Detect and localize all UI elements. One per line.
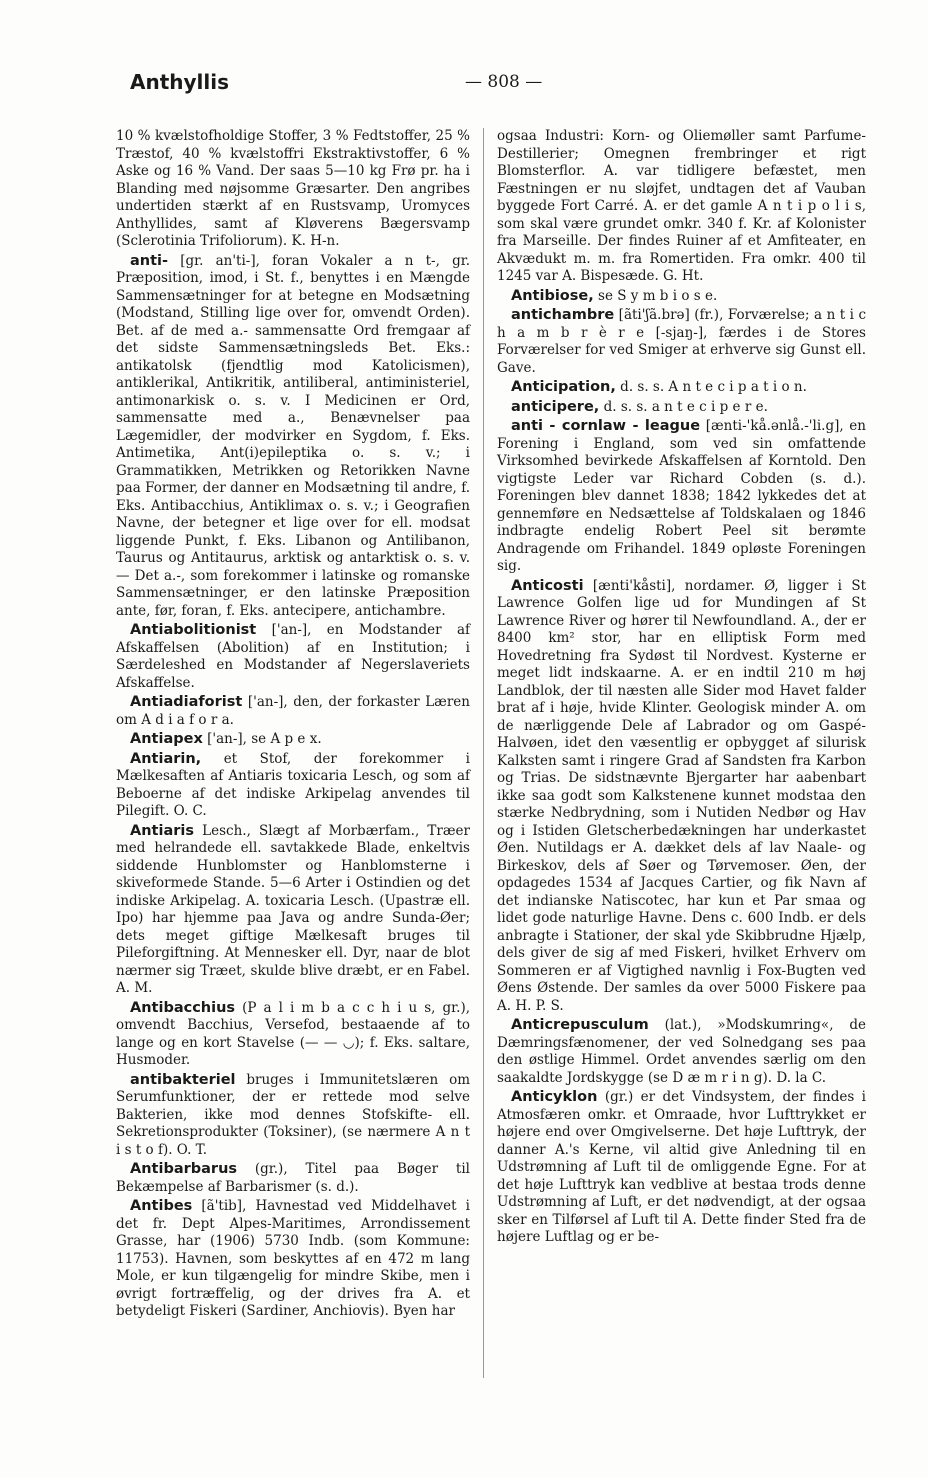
entry-text: (lat.), »Modskumring«, de Dæmringsfænomener, der ved Solnedgang ses paa den østlige Himmel. Ordet anvendes særlig om den saakaldte Jordskygge (se D æ m r i n g). D. la C. — [497, 1017, 866, 1086]
entry-headword: Antibarbarus — [130, 1161, 238, 1177]
entry-text: [ænti'kåsti], nordamer. Ø, ligger i St Lawrence Golfen lige ud for Mundingen af St Lawrence River og hører til Newfoundland. A., der er 8400 km² stor, har en elliptisk Form med Hovedretning fra Sydøst til Nordvest. Kysterne er meget lidt indskaarne. A. er en indtil 210 m høj Landblok, der til næsten alle Sider mod Havet falder brat af i høje, hvide Klinter. Geologisk minder A. om de nærliggende Dele af Labrador og om Gaspé-Halvøen, idet den væsentlig er opbygget af silurisk Kalksten samt i ringere Grad af Sandsten fra Karbon og Trias. De sidstnævnte Bjergarter har aabenbart ikke saa godt som Kalkstenene kunnet modstaa den stærke Nedbrydning, som i Nutiden Nedbør og Hav og i Istiden Gletscherbedækningen har underkastet Øen. Nutildags er A. dækket dels af lav Naale- og Birkeskov, dels af Søer og Tørvemoser. Øen, der opdagedes 1534 af Jacques Cartier, og fik Navn af det indianske Natiscotec, har kun et Par smaa og lidet gode naturlige Havne. Dens c. 600 Indb. er dels anbragte i Stationer, der skal yde Skibbrudne Hjælp, dels giver de sig af med Fiskeri, hvilket Erhverv om Sommeren er af Vigtighed navnlig i Fox-Bugten ved Øens Østende. Der samles da over 5000 Fiskere paa A. H. P. S. — [497, 577, 866, 1014]
entry-text: bruges i Immunitetslæren om Serumfunktioner, der er rettede mod selve Bakterien, ikke mod dennes Stofskifte- ell. Sekretionsprodukter (Toksiner), (se nærmere A n t i s t o f). O. T. — [116, 1071, 470, 1158]
dictionary-entry — [116, 1198, 470, 1321]
entry-text: 10 % kvælstofholdige Stoffer, 3 % Fedtstoffer, 25 % Træstof, 40 % kvælstoffri Ekstraktivstoffer, 6 % Aske og 16 % Vand. Der saas 5—10 kg Frø pr. ha i Blanding med nøjsomme Græsarter. Den angribes undertiden stærkt af en Rustsvamp, Uromyces Anthyllides, samt af Kløverens Bægersvamp (Sclerotinia Trifoliorum). K. H-n. — [116, 128, 470, 249]
dictionary-entry — [116, 128, 470, 251]
left-column — [116, 128, 470, 1323]
dictionary-entry — [116, 1072, 470, 1160]
entry-text: [ã'tib], Havnestad ved Middelhavet i det fr. Dept Alpes-Maritimes, Arrondissement Grasse, har (1906) 5730 Indb. (som Kommune: 11753). Havnen, som beskyttes af en 472 m lang Mole, er kun tilgængelig for mindre Skibe, men i øvrigt fortræffelig, og der drives fra A. et betydeligt Fiskeri (Sardiner, Anchiovis). Byen har — [116, 1198, 470, 1319]
dictionary-entry — [116, 253, 470, 621]
entry-text: Lesch., Slægt af Morbærfam., Træer med helrandede ell. savtakkede Blade, enkeltvis siddende Hunblomster og Hanblomsterne i skiveformede Stande. 5—6 Arter i Ostindien og det indiske Arkipelag. A. toxicaria Lesch. (Upastræ ell. Ipo) har hjemme paa Java og andre Sunda-Øer; dets meget giftige Mælkesaft bruges til Pileforgiftning. At Mennesker ell. Dyr, naar de blot nærmer sig Træet, skulde blive dræbt, er en Fabel. A. M. — [116, 822, 470, 996]
entry-headword: Antibiose, — [511, 287, 594, 304]
dictionary-entry — [497, 288, 866, 306]
dictionary-entry — [497, 1017, 866, 1087]
entry-text: (gr.) er det Vindsystem, der findes i Atmosfæren omkr. et Omraade, hvor Lufttrykket er højere end over Omgivelserne. Det høje Lufttryk, der danner A.'s Kerne, vil altid give Anledning til en Udstrømning af Luft til de omliggende Egne. For at det høje Lufttryk kan vedblive at bestaa trods denne Udstrømning af Luft, er det nødvendigt, at der ogsaa sker en Tilførsel af Luft til A. Dette finder Sted fra de højere Luftlag og er be- — [497, 1089, 866, 1245]
entry-text: (P a l i m b a c c h i u s, gr.), omvendt Bacchius, Versefod, bestaaende af to lange og en kort Stavelse (— — ◡); f. Eks. saltare, Husmoder. — [116, 999, 471, 1068]
dictionary-entry — [497, 418, 866, 576]
entry-headword: Antiabolitionist — [130, 622, 257, 638]
entry-headword: anticipere, — [511, 398, 600, 415]
entry-text: ['an-], den, der forkaster Læren om A d i a f o r a. — [116, 694, 470, 728]
dictionary-entry — [116, 1161, 470, 1196]
entry-headword: anti- — [130, 252, 169, 269]
dictionary-entry — [116, 694, 470, 729]
dictionary-entry — [116, 622, 470, 692]
right-column — [497, 128, 866, 1249]
dictionary-entry — [116, 823, 470, 998]
dictionary-entry — [497, 379, 866, 397]
running-head-title: Anthyllis — [130, 70, 230, 94]
dictionary-entry — [116, 731, 470, 749]
entry-headword: antichambre — [511, 307, 615, 323]
dictionary-entry — [116, 751, 470, 821]
entry-headword: Antibes — [130, 1198, 193, 1214]
entry-headword: antibakteriel — [130, 1071, 236, 1088]
dictionary-entry — [497, 1089, 866, 1247]
entry-text: ogsaa Industri: Korn- og Oliemøller samt Parfume-Destillerier; Omegnen frembringer et rigt Blomsterflor. A. var tidligere befæstet, men Fæstningen er nu sløjfet, undtagen det af Vauban byggede Fort Carré. A. er det gamle A n t i p o l i s, som skal være grundet omkr. 340 f. Kr. af Kolonister fra Marseille. Der findes Ruiner af et Amfiteater, en Akvædukt m. m. fra Romertiden. Fra omkr. 400 til 1245 var A. Bispesæde. G. Ht. — [497, 128, 866, 284]
entry-text: [gr. an'ti-], foran Vokaler a n t-, gr. Præposition, imod, i St. f., benyttes i en Mængde Sammensætninger for at betegne en Modsætning (Modstand, Stilling lige over for, omvendt Orden). Bet. af de med a.- sammensatte Ord fremgaar af det sidste Sammensætningsleds Bet. Eks.: antikatolsk (fjendtlig mod Katolicismen), antiklerikal, Antikritik, antiliberal, antiministeriel, antimonarkisk o. s. v. I Medicinen er Ord, sammensatte med a., Benævnelser paa Lægemidler, der modvirker en Sygdom, f. Eks. Antimetika, Ant(i)epileptika o. s. v.; i Grammatikken, Metrikken og Retorikken Navne paa Former, der danner en Modsætning til andre, f. Eks. Antibacchius, Antiklimax o. s. v.; i Geografien Navne, der betegner et lige over for ell. modsat liggende Punkt, f. Eks. Libanon og Antilibanon, Taurus og Antitaurus, arktisk og antarktisk o. s. v. — Det a.-, som forekommer i latinske og romanske Sammensætninger, er den latinske Præposition ante, før, foran, f. Eks. antecipere, antichambre. — [116, 252, 470, 619]
page-number: — 808 — — [465, 72, 543, 92]
entry-headword: anti - cornlaw - league — [511, 418, 701, 434]
dictionary-entry — [116, 1000, 470, 1070]
entry-text: et Stof, der forekommer i Mælkesaften af Antiaris toxicaria Lesch, og som af Beboerne af det indiske Arkipelag anvendes til Pilegift. O. C. — [116, 750, 470, 819]
entry-headword: Antiarin, — [130, 750, 202, 767]
entry-text: d. s. s. a n t e c i p e r e. — [603, 398, 768, 415]
dictionary-entry — [497, 399, 866, 417]
entry-text: se S y m b i o s e. — [598, 287, 718, 304]
entry-text: [ænti-'kå.ənlå.-'li.g], en Forening i England, som ved sin omfattende Virksomhed bevirkede Afskaffelsen af Korntold. Den vigtigste Leder var Richard Cobden (s. d.). Foreningen blev dannet 1838; 1842 lykkedes det at gennemføre en Nedsættelse af Toldskalaen og 1846 indbragte endelig Robert Peel sit berømte Andragende om Frihandel. 1849 opløste Foreningen sig. — [497, 418, 866, 574]
entry-headword: Antiadiaforist — [130, 694, 243, 710]
page-header — [130, 70, 866, 102]
dictionary-entry — [497, 578, 866, 1016]
dictionary-entry — [497, 128, 866, 286]
entry-headword: Anticyklon — [511, 1089, 598, 1105]
entry-headword: Antibacchius — [130, 999, 236, 1016]
entry-text: (gr.), Titel paa Bøger til Bekæmpelse af Barbarismer (s. d.). — [116, 1161, 470, 1195]
entry-headword: Anticosti — [511, 577, 584, 594]
entry-headword: Anticrepusculum — [511, 1017, 649, 1033]
entry-text: ['an-], en Modstander af Afskaffelsen (Abolition) af en Institution; i Særdeleshed en Modstander af Negerslaveriets Afskaffelse. — [116, 622, 470, 691]
dictionary-entry — [497, 307, 866, 377]
entry-text: [ãti'ʃã.brə] (fr.), Forværelse; a n t i c h a m b r è r e [-sjaŋ-], færdes i de Stores Forværelser for ved Smiger at erhverve sig Gunst ell. Gave. — [497, 307, 867, 376]
entry-headword: Antiapex — [130, 731, 203, 747]
entry-text: ['an-], se A p e x. — [207, 731, 322, 747]
entry-text: d. s. s. A n t e c i p a t i o n. — [620, 379, 807, 395]
entry-headword: Antiaris — [130, 822, 194, 839]
entry-headword: Anticipation, — [511, 379, 616, 395]
column-divider — [483, 128, 484, 1378]
